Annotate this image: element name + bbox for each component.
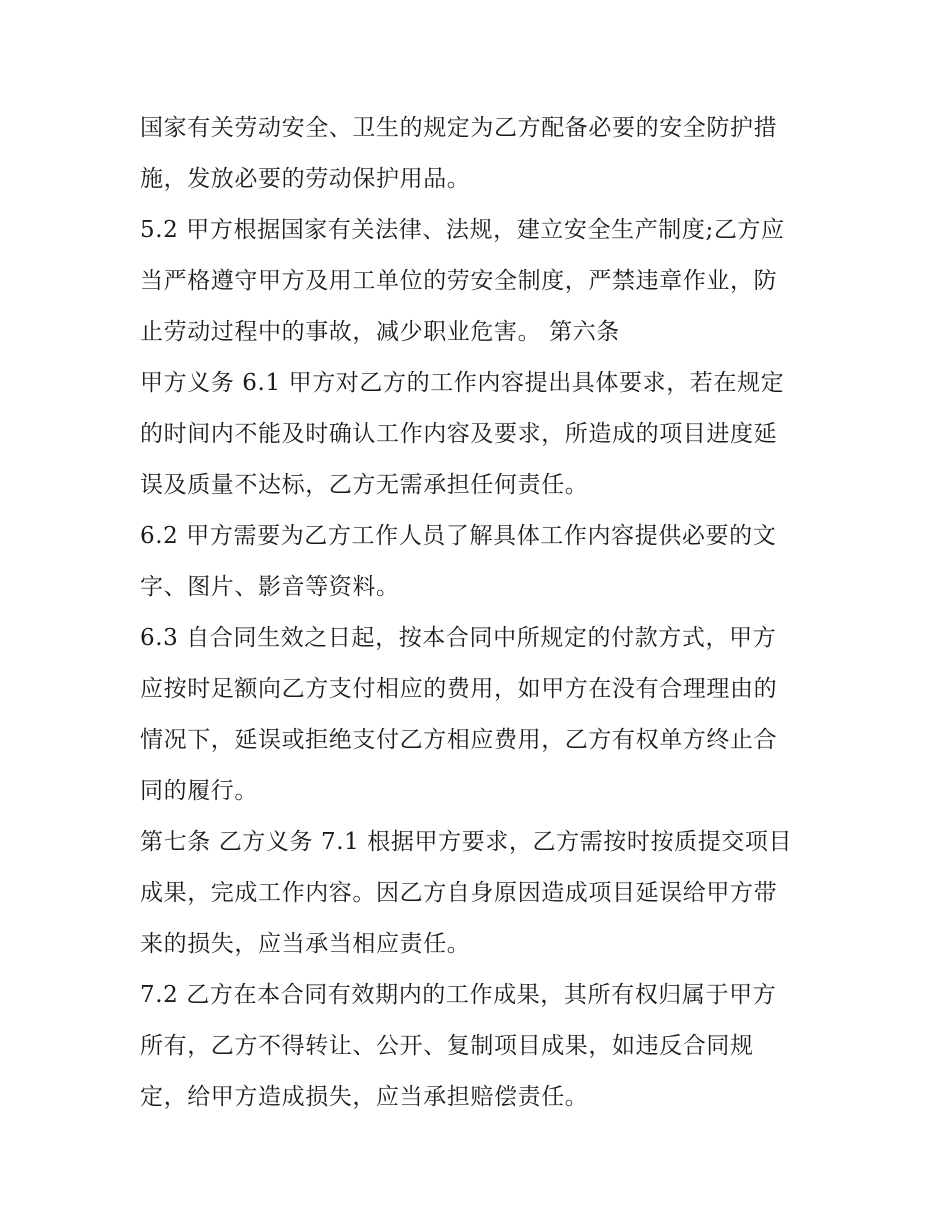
document-body <box>140 103 820 1123</box>
text-line: 当严格遵守甲方及用工单位的劳安全制度，严禁违章作业，防 <box>140 268 778 294</box>
text-line: 同的履行。 <box>140 778 258 804</box>
text-line: 第七条 乙方义务 7.1 根据甲方要求，乙方需按时按质提交项目 <box>140 829 793 855</box>
text-line: 5.2 甲方根据国家有关法律、法规，建立安全生产制度;乙方应 <box>140 217 785 243</box>
text-line: 7.2 乙方在本合同有效期内的工作成果，其所有权归属于甲方 <box>140 982 777 1008</box>
text-line: 字、图片、影音等资料。 <box>140 574 400 600</box>
text-line: 成果，完成工作内容。因乙方自身原因造成项目延误给甲方带 <box>140 880 778 906</box>
text-line: 6.3 自合同生效之日起，按本合同中所规定的付款方式，甲方 <box>140 625 777 651</box>
text-line: 甲方义务 6.1 甲方对乙方的工作内容提出具体要求，若在规定 <box>140 370 785 396</box>
text-line: 施，发放必要的劳动保护用品。 <box>140 166 471 192</box>
text-line: 定，给甲方造成损失，应当承担赔偿责任。 <box>140 1084 589 1110</box>
text-line: 情况下，延误或拒绝支付乙方相应费用，乙方有权单方终止合 <box>140 727 778 753</box>
text-line: 应按时足额向乙方支付相应的费用，如甲方在没有合理理由的 <box>140 676 778 702</box>
text-line: 来的损失，应当承当相应责任。 <box>140 931 471 957</box>
text-line: 6.2 甲方需要为乙方工作人员了解具体工作内容提供必要的文 <box>140 523 777 549</box>
text-line: 误及质量不达标，乙方无需承担任何责任。 <box>140 472 589 498</box>
text-line: 所有，乙方不得转让、公开、复制项目成果，如违反合同规 <box>140 1033 754 1059</box>
text-line: 的时间内不能及时确认工作内容及要求，所造成的项目进度延 <box>140 421 778 447</box>
text-line: 止劳动过程中的事故，减少职业危害。 第六条 <box>140 319 620 345</box>
text-line: 国家有关劳动安全、卫生的规定为乙方配备必要的安全防护措 <box>140 115 778 141</box>
